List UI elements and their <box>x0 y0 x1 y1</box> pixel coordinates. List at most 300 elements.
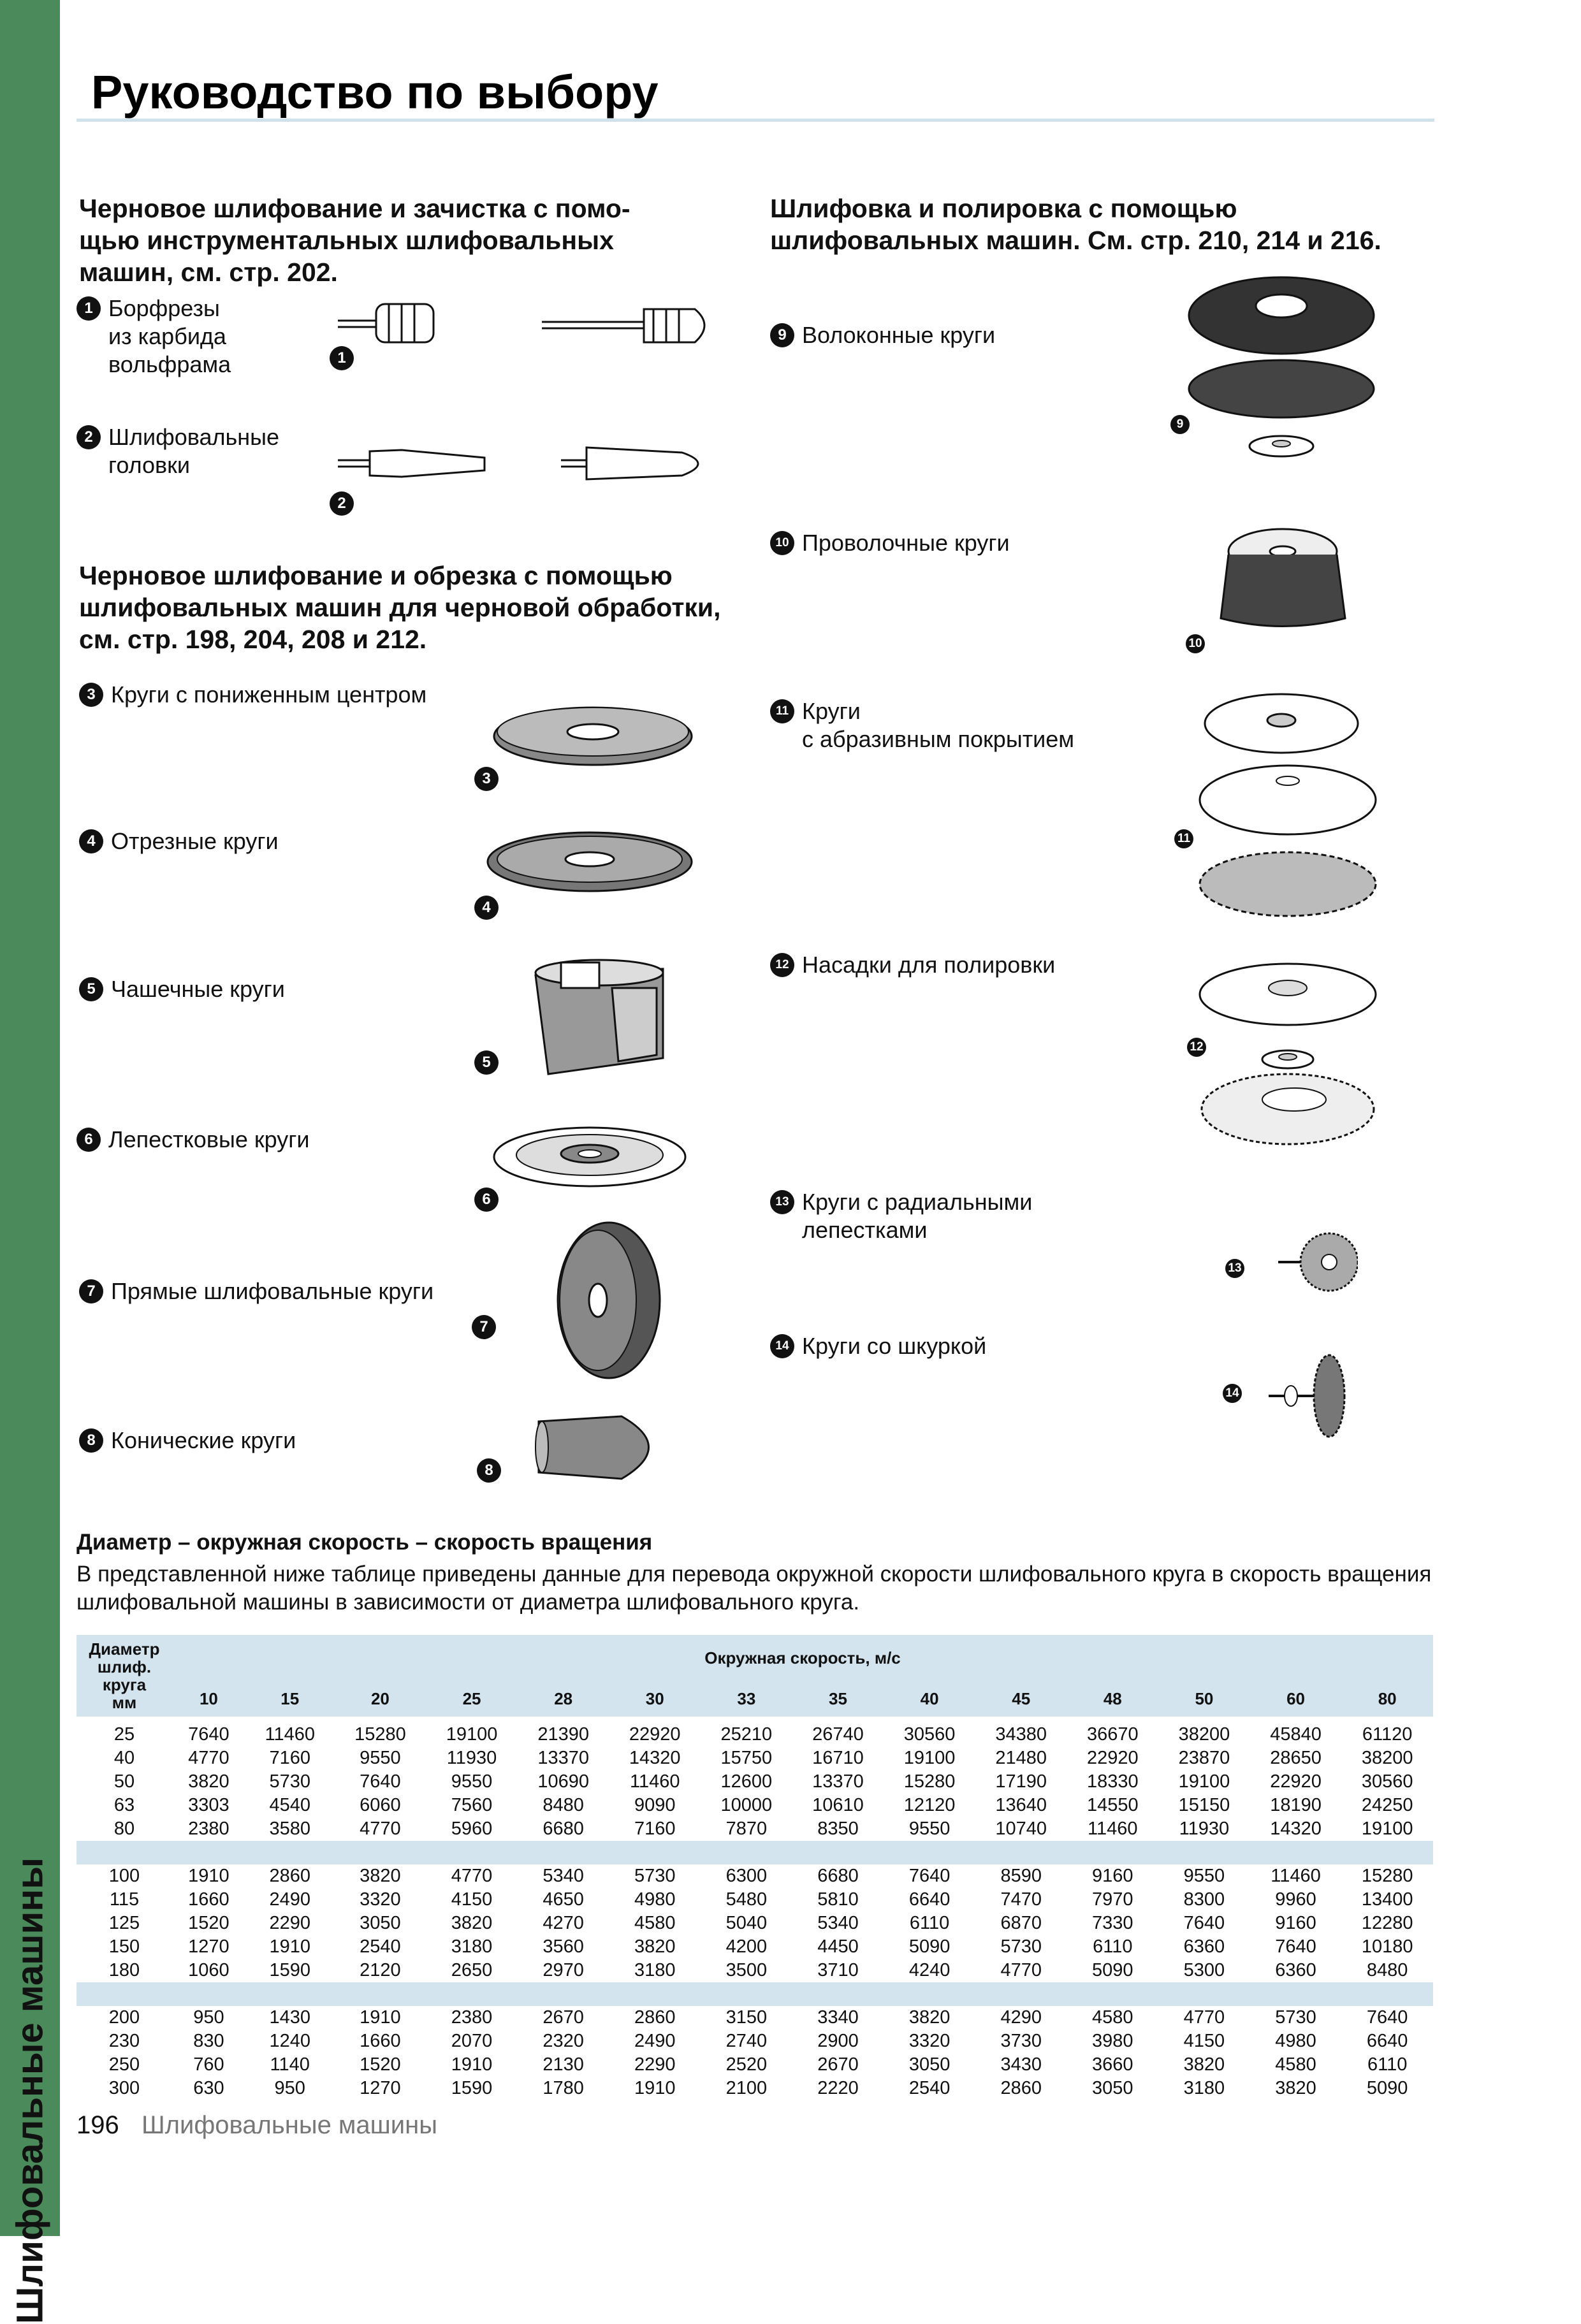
rpm-cell: 19100 <box>446 1724 498 1745</box>
rpm-cell: 9550 <box>1183 1866 1225 1886</box>
rpm-cell: 1910 <box>188 1866 229 1886</box>
rpm-cell: 26740 <box>812 1724 864 1745</box>
rpm-cell: 15750 <box>720 1748 773 1768</box>
rpm-cell: 1910 <box>451 2054 493 2075</box>
rpm-cell: 9160 <box>1092 1866 1133 1886</box>
rpm-cell: 6680 <box>543 1819 584 1839</box>
rpm-cell: 7640 <box>1275 1936 1316 1957</box>
rpm-cell: 2490 <box>269 1889 310 1910</box>
rpm-cell: 4770 <box>188 1748 229 1768</box>
section-heading-rough-grinding-tool: Черновое шлифование и зачистка с помо- щью инструментальных шлифовальных машин, см. стр. 202. <box>79 194 630 287</box>
rpm-cell: 11460 <box>1088 1819 1138 1839</box>
polishing-attachments-illustration <box>1198 956 1383 1163</box>
rpm-cell: 2670 <box>543 2007 584 2028</box>
rpm-cell: 5040 <box>725 1913 768 1933</box>
rpm-cell: 7640 <box>908 1866 951 1886</box>
rpm-cell: 11460 <box>630 1771 680 1792</box>
rpm-cell: 19100 <box>1361 1819 1413 1839</box>
rpm-cell: 8300 <box>1183 1889 1225 1910</box>
rpm-cell: 5730 <box>634 1866 676 1886</box>
rpm-cell: 1060 <box>188 1960 229 1980</box>
flap-disc-illustration <box>491 1122 688 1192</box>
rpm-cell: 4980 <box>1275 2031 1316 2051</box>
rpm-cell: 7160 <box>634 1819 676 1839</box>
rpm-cell: 25210 <box>720 1724 773 1745</box>
diameter-cell: 63 <box>113 1795 135 1815</box>
speed-column-header: 25 <box>426 1681 518 1717</box>
diameter-cell: 115 <box>109 1889 140 1910</box>
rpm-cell: 4150 <box>1183 2031 1225 2051</box>
item-label: Конические круги <box>111 1427 296 1453</box>
rpm-cell: 2900 <box>817 2031 859 2051</box>
diameter-cell: 25 <box>113 1724 135 1745</box>
rpm-cell: 3180 <box>451 1936 493 1957</box>
rpm-cell: 4580 <box>1275 2054 1316 2075</box>
section-heading-polishing: Шлифовка и полировка с помощью шлифовальных машин. См. стр. 210, 214 и 216. <box>770 194 1381 255</box>
rpm-cell: 13370 <box>812 1771 864 1792</box>
figure-number-1: 1 <box>330 346 354 370</box>
rpm-cell: 6110 <box>909 1913 950 1933</box>
rpm-cell: 1430 <box>269 2007 310 2028</box>
rpm-cell: 5810 <box>817 1889 859 1910</box>
rpm-cell: 22920 <box>1086 1748 1139 1768</box>
rpm-cell: 4770 <box>360 1819 401 1839</box>
rpm-cell: 3820 <box>188 1771 229 1792</box>
rpm-cell: 2860 <box>634 2007 676 2028</box>
rpm-cell: 3580 <box>269 1819 310 1839</box>
diameter-cell: 100 <box>108 1866 140 1886</box>
item-label: Круги с радиальными лепестками <box>802 1189 1033 1243</box>
rpm-cell: 7640 <box>360 1771 401 1792</box>
rpm-cell: 5730 <box>1275 2007 1316 2028</box>
rpm-cell: 2490 <box>634 2031 676 2051</box>
item-straight-wheels <box>79 1277 433 1305</box>
rpm-cell: 7160 <box>269 1748 310 1768</box>
rpm-cell: 1240 <box>269 2031 310 2051</box>
item-number-badge: 11 <box>770 699 794 723</box>
rpm-cell: 5730 <box>269 1771 310 1792</box>
rpm-cell: 2220 <box>817 2078 859 2098</box>
rpm-cell: 2380 <box>451 2007 493 2028</box>
rpm-cell: 3150 <box>725 2007 768 2028</box>
rpm-cell: 6680 <box>817 1866 859 1886</box>
item-number-badge: 10 <box>770 531 794 555</box>
speed-table <box>76 1635 1433 2100</box>
table-body <box>76 1717 1433 2100</box>
rpm-cell: 2070 <box>451 2031 493 2051</box>
table-row <box>76 1770 1433 1794</box>
rpm-cell: 9550 <box>360 1748 401 1768</box>
table-row <box>76 1912 1433 1935</box>
rpm-cell: 3320 <box>360 1889 401 1910</box>
rpm-cell: 14550 <box>1086 1795 1139 1815</box>
rpm-cell: 5340 <box>817 1913 859 1933</box>
rpm-cell: 3710 <box>817 1960 859 1980</box>
rpm-cell: 4150 <box>451 1889 493 1910</box>
rpm-cell: 3500 <box>725 1960 768 1980</box>
rpm-cell: 9090 <box>634 1795 676 1815</box>
item-label: Прямые шлифовальные круги <box>111 1278 434 1304</box>
coated-abrasive-discs-illustration <box>1198 692 1383 921</box>
rpm-cell: 13400 <box>1361 1889 1413 1910</box>
cutting-wheel-illustration <box>484 829 695 896</box>
figure-number-6: 6 <box>474 1187 499 1212</box>
rpm-cell: 6640 <box>1366 2031 1408 2051</box>
rpm-cell: 8350 <box>817 1819 859 1839</box>
table-header-row <box>76 1635 1433 1681</box>
item-number-badge: 5 <box>79 977 103 1001</box>
rpm-cell: 3560 <box>543 1936 584 1957</box>
rpm-cell: 10610 <box>812 1795 864 1815</box>
rpm-cell: 7640 <box>1366 2007 1408 2028</box>
rpm-cell: 1660 <box>188 1889 229 1910</box>
rpm-cell: 2130 <box>543 2054 584 2075</box>
rpm-cell: 12120 <box>903 1795 956 1815</box>
rpm-cell: 5090 <box>1092 1960 1133 1980</box>
rpm-cell: 2540 <box>908 2078 951 2098</box>
item-sandpaper-wheels <box>770 1332 986 1360</box>
rpm-cell: 950 <box>193 2007 224 2028</box>
rpm-cell: 10690 <box>537 1771 589 1792</box>
rpm-cell: 830 <box>193 2031 224 2051</box>
page-title: Руководство по выбору <box>91 66 659 119</box>
figure-number-13: 13 <box>1225 1259 1244 1278</box>
item-number-badge: 12 <box>770 953 794 977</box>
conical-wheel-illustration <box>532 1409 679 1485</box>
rpm-cell: 2860 <box>1000 2078 1042 2098</box>
rpm-cell: 13370 <box>537 1748 589 1768</box>
rpm-cell: 2100 <box>725 2078 768 2098</box>
rpm-cell: 7640 <box>188 1724 229 1745</box>
rpm-cell: 16710 <box>812 1748 864 1768</box>
rpm-cell: 30560 <box>1361 1771 1413 1792</box>
rpm-cell: 3320 <box>908 2031 951 2051</box>
rpm-cell: 5090 <box>1366 2078 1408 2098</box>
rpm-cell: 61120 <box>1362 1724 1413 1745</box>
table-row <box>76 1817 1433 1841</box>
grinding-heads-illustration <box>332 440 727 484</box>
diameter-cell: 40 <box>113 1748 135 1768</box>
rpm-cell: 4980 <box>634 1889 676 1910</box>
rpm-cell: 2120 <box>360 1960 401 1980</box>
cup-wheel-illustration <box>523 950 676 1077</box>
rpm-cell: 1520 <box>188 1913 229 1933</box>
table-row <box>76 1864 1433 1888</box>
figure-number-5: 5 <box>474 1050 499 1075</box>
section-heading-rough-grinding-cutting: Черновое шлифование и обрезка с помощью шлифовальных машин для черновой обработки, см. стр. 198, 204, 208 и 212. <box>79 561 721 654</box>
rpm-cell: 36670 <box>1086 1724 1139 1745</box>
diameter-cell: 250 <box>108 2054 140 2075</box>
item-number-badge: 3 <box>79 683 103 707</box>
rpm-cell: 3050 <box>908 2054 951 2075</box>
rpm-cell: 30560 <box>903 1724 956 1745</box>
sandpaper-wheel-illustration <box>1265 1348 1348 1444</box>
rpm-cell: 7870 <box>725 1819 768 1839</box>
rpm-cell: 8480 <box>543 1795 584 1815</box>
item-label: Волоконные круги <box>802 322 996 348</box>
rpm-cell: 12600 <box>720 1771 773 1792</box>
group-separator <box>76 1841 1433 1864</box>
item-depressed-center-wheels <box>79 681 426 709</box>
depressed-center-wheel-illustration <box>491 701 695 771</box>
item-grinding-heads <box>76 423 279 479</box>
table-speed-values-row <box>76 1681 1433 1717</box>
figure-number-9: 9 <box>1170 415 1190 434</box>
speed-column-header: 20 <box>335 1681 426 1717</box>
rpm-cell: 15280 <box>354 1724 406 1745</box>
rpm-cell: 11930 <box>1179 1819 1230 1839</box>
rpm-cell: 1660 <box>360 2031 401 2051</box>
rpm-cell: 4770 <box>1183 2007 1225 2028</box>
rpm-cell: 12280 <box>1361 1913 1413 1933</box>
rpm-cell: 4770 <box>451 1866 493 1886</box>
rpm-cell: 19100 <box>903 1748 956 1768</box>
rpm-cell: 5300 <box>1183 1960 1225 1980</box>
diameter-cell: 150 <box>108 1936 140 1957</box>
table-row <box>76 1959 1433 1982</box>
item-flap-discs <box>76 1126 309 1154</box>
rpm-cell: 1270 <box>188 1936 229 1957</box>
diameter-cell: 300 <box>108 2078 140 2098</box>
rpm-cell: 23870 <box>1178 1748 1230 1768</box>
rpm-cell: 6360 <box>1275 1960 1316 1980</box>
item-number-badge: 1 <box>76 296 101 321</box>
rpm-cell: 3820 <box>360 1866 401 1886</box>
item-label: Чашечные круги <box>111 976 285 1002</box>
speed-column-header: 45 <box>975 1681 1067 1717</box>
table-row <box>76 1747 1433 1770</box>
figure-number-4: 4 <box>474 896 499 920</box>
diameter-cell: 125 <box>108 1913 140 1933</box>
rpm-cell: 4770 <box>1000 1960 1042 1980</box>
rpm-cell: 4540 <box>269 1795 310 1815</box>
figure-number-3: 3 <box>474 767 499 791</box>
rpm-cell: 2740 <box>725 2031 768 2051</box>
rpm-cell: 4200 <box>725 1936 768 1957</box>
rpm-cell: 14320 <box>1270 1819 1322 1839</box>
speed-column-header: 60 <box>1250 1681 1342 1717</box>
item-label: Круги со шкуркой <box>802 1333 987 1359</box>
rpm-cell: 3820 <box>634 1936 676 1957</box>
diameter-cell: 80 <box>113 1819 135 1839</box>
rpm-cell: 3730 <box>1000 2031 1042 2051</box>
item-number-badge: 4 <box>79 829 103 853</box>
group-separator <box>76 1982 1433 2006</box>
rpm-cell: 9960 <box>1275 1889 1316 1910</box>
rpm-cell: 7470 <box>1000 1889 1042 1910</box>
item-cup-wheels <box>79 975 285 1003</box>
item-number-badge: 2 <box>76 425 101 449</box>
speed-column-header: 28 <box>518 1681 609 1717</box>
rpm-cell: 5480 <box>725 1889 768 1910</box>
wire-brush-illustration <box>1214 523 1352 631</box>
rpm-cell: 3303 <box>188 1795 229 1815</box>
rpm-cell: 2540 <box>360 1936 401 1957</box>
burr-cutters-illustration <box>332 290 727 370</box>
rpm-cell: 10740 <box>995 1819 1047 1839</box>
rpm-cell: 1590 <box>451 2078 493 2098</box>
item-label: Насадки для полировки <box>802 952 1056 978</box>
table-row <box>76 1888 1433 1912</box>
rpm-cell: 17190 <box>995 1771 1047 1792</box>
item-label: Круги с абразивным покрытием <box>802 698 1075 752</box>
rpm-cell: 3820 <box>908 2007 951 2028</box>
rpm-cell: 19100 <box>1178 1771 1230 1792</box>
col-header-peripheral-speed: Окружная скорость, м/с <box>172 1635 1433 1681</box>
table-row <box>76 2053 1433 2077</box>
rpm-cell: 3660 <box>1092 2054 1133 2075</box>
rpm-cell: 21390 <box>537 1724 589 1745</box>
rpm-cell: 760 <box>193 2054 224 2075</box>
speed-column-header: 15 <box>245 1681 335 1717</box>
rpm-cell: 1140 <box>270 2054 310 2075</box>
rpm-cell: 1910 <box>269 1936 310 1957</box>
table-row <box>76 1935 1433 1959</box>
col-header-diameter: Диаметр шлиф. круга мм <box>76 1635 172 1717</box>
speed-column-header: 80 <box>1341 1681 1433 1717</box>
speed-column-header: 10 <box>172 1681 245 1717</box>
rpm-cell: 4580 <box>1092 2007 1133 2028</box>
figure-number-12: 12 <box>1187 1038 1206 1057</box>
item-number-badge: 6 <box>76 1128 101 1152</box>
table-description: В представленной ниже таблице приведены данные для перевода окружной скорости шлифовального круга в скорость вращения шлифовальной машины в зависимости от диаметра шлифовального круга. <box>76 1562 1432 1615</box>
rpm-cell: 7640 <box>1183 1913 1225 1933</box>
rpm-cell: 950 <box>274 2078 305 2098</box>
rpm-cell: 21480 <box>995 1748 1047 1768</box>
item-coated-abrasive-discs <box>770 697 1074 753</box>
straight-wheel-illustration <box>548 1217 663 1383</box>
rpm-cell: 7970 <box>1092 1889 1133 1910</box>
radial-flap-wheel-illustration <box>1275 1221 1358 1304</box>
footer-title: Шлифовальные машины <box>142 2111 437 2139</box>
rpm-cell: 4450 <box>817 1936 859 1957</box>
rpm-cell: 6110 <box>1093 1936 1133 1957</box>
item-label: Проволочные круги <box>802 530 1010 556</box>
rpm-cell: 6870 <box>1000 1913 1042 1933</box>
rpm-cell: 2380 <box>188 1819 229 1839</box>
rpm-cell: 3820 <box>451 1913 493 1933</box>
figure-number-11: 11 <box>1174 829 1193 848</box>
speed-column-header: 48 <box>1067 1681 1159 1717</box>
rpm-cell: 18330 <box>1086 1771 1139 1792</box>
table-row <box>76 2030 1433 2053</box>
rpm-cell: 2290 <box>269 1913 310 1933</box>
item-label: Лепестковые круги <box>108 1126 310 1152</box>
item-polishing-attachments <box>770 951 1055 979</box>
fiber-discs-illustration <box>1186 268 1377 465</box>
rpm-cell: 2290 <box>634 2054 676 2075</box>
title-divider <box>76 119 1434 122</box>
rpm-cell: 2650 <box>451 1960 493 1980</box>
rpm-cell: 5340 <box>543 1866 584 1886</box>
item-number-badge: 9 <box>770 323 794 347</box>
rpm-cell: 8590 <box>1000 1866 1042 1886</box>
table-title: Диаметр – окружная скорость – скорость вращения <box>76 1530 653 1555</box>
item-conical-wheels <box>79 1427 296 1455</box>
side-label: Шлифовальные машины <box>9 1857 51 2324</box>
figure-number-2: 2 <box>330 491 354 516</box>
rpm-cell: 38200 <box>1361 1748 1413 1768</box>
rpm-cell: 38200 <box>1178 1724 1230 1745</box>
rpm-cell: 4290 <box>1000 2007 1042 2028</box>
rpm-cell: 11460 <box>265 1724 315 1745</box>
item-label: Борфрезы из карбида вольфрама <box>108 295 231 377</box>
rpm-cell: 3180 <box>1183 2078 1225 2098</box>
rpm-cell: 3340 <box>817 2007 859 2028</box>
rpm-cell: 14320 <box>629 1748 681 1768</box>
rpm-cell: 630 <box>193 2078 224 2098</box>
rpm-cell: 7330 <box>1092 1913 1133 1933</box>
rpm-cell: 1590 <box>269 1960 310 1980</box>
rpm-cell: 3180 <box>634 1960 676 1980</box>
rpm-cell: 4240 <box>908 1960 951 1980</box>
rpm-cell: 3820 <box>1275 2078 1316 2098</box>
rpm-cell: 1910 <box>634 2078 676 2098</box>
rpm-cell: 3050 <box>1092 2078 1133 2098</box>
rpm-cell: 1910 <box>360 2007 401 2028</box>
diameter-cell: 50 <box>113 1771 135 1792</box>
rpm-cell: 6060 <box>360 1795 401 1815</box>
figure-number-7: 7 <box>472 1315 496 1339</box>
item-number-badge: 8 <box>79 1428 103 1453</box>
rpm-cell: 15150 <box>1178 1795 1230 1815</box>
rpm-cell: 3980 <box>1092 2031 1133 2051</box>
rpm-cell: 3430 <box>1000 2054 1042 2075</box>
rpm-cell: 15280 <box>903 1771 956 1792</box>
rpm-cell: 6110 <box>1367 2054 1408 2075</box>
item-fiber-discs <box>770 321 995 349</box>
diameter-cell: 230 <box>108 2031 140 2051</box>
rpm-cell: 13640 <box>995 1795 1047 1815</box>
rpm-cell: 28650 <box>1270 1748 1322 1768</box>
rpm-cell: 9160 <box>1275 1913 1316 1933</box>
table-row <box>76 1794 1433 1817</box>
page-number: 196 <box>76 2111 119 2139</box>
rpm-cell: 1780 <box>543 2078 584 2098</box>
rpm-cell: 4580 <box>634 1913 676 1933</box>
table-row <box>76 1717 1433 1747</box>
rpm-cell: 4270 <box>543 1913 584 1933</box>
rpm-cell: 15280 <box>1361 1866 1413 1886</box>
rpm-cell: 10180 <box>1361 1936 1413 1957</box>
rpm-cell: 2860 <box>269 1866 310 1886</box>
figure-number-8: 8 <box>477 1458 501 1483</box>
rpm-cell: 5960 <box>451 1819 493 1839</box>
item-number-badge: 7 <box>79 1279 103 1304</box>
rpm-cell: 7560 <box>451 1795 493 1815</box>
rpm-cell: 5090 <box>908 1936 951 1957</box>
speed-column-header: 35 <box>792 1681 884 1717</box>
item-label: Круги с пониженным центром <box>111 681 427 708</box>
rpm-cell: 1270 <box>360 2078 401 2098</box>
rpm-cell: 9550 <box>451 1771 493 1792</box>
speed-column-header: 33 <box>701 1681 792 1717</box>
rpm-cell: 45840 <box>1270 1724 1322 1745</box>
rpm-cell: 8480 <box>1366 1960 1408 1980</box>
item-label: Шлифовальные головки <box>108 424 280 478</box>
rpm-cell: 11460 <box>1271 1866 1321 1886</box>
item-number-badge: 13 <box>770 1190 794 1214</box>
rpm-cell: 22920 <box>629 1724 681 1745</box>
rpm-cell: 9550 <box>908 1819 951 1839</box>
item-cutting-wheels <box>79 827 279 855</box>
rpm-cell: 2970 <box>543 1960 584 1980</box>
rpm-cell: 6640 <box>908 1889 951 1910</box>
rpm-cell: 5730 <box>1000 1936 1042 1957</box>
table-row <box>76 2006 1433 2030</box>
diameter-cell: 200 <box>108 2007 140 2028</box>
rpm-cell: 2320 <box>543 2031 584 2051</box>
